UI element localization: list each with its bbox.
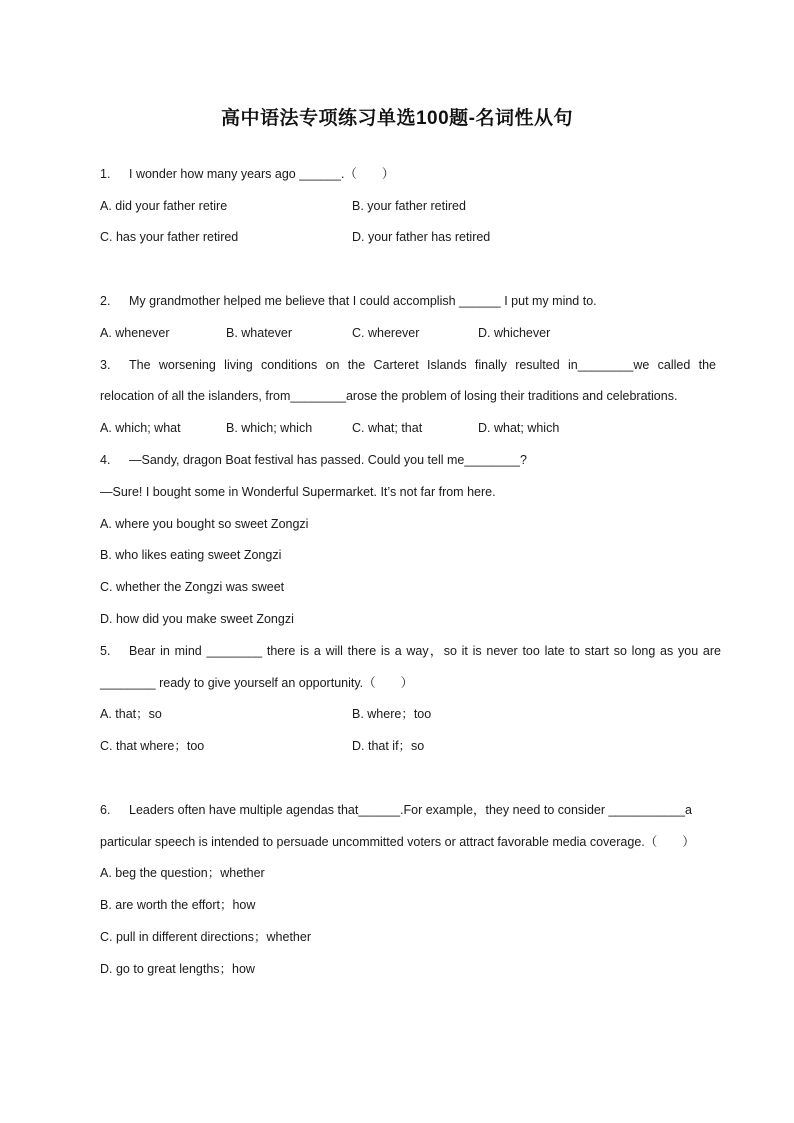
question-2-stem <box>100 293 597 309</box>
question-number: 3. <box>100 358 111 372</box>
question-text: I wonder how many years ago ______.（ ） <box>129 167 395 181</box>
question-text: —Sandy, dragon Boat festival has passed. Could you tell me________? <box>129 453 527 467</box>
question-3-option-b: B. which; which <box>226 421 313 435</box>
question-2-option-b: B. whatever <box>226 326 293 340</box>
question-number: 6. <box>100 803 111 817</box>
question-number: 5. <box>100 644 111 658</box>
question-4-option-a: A. where you bought so sweet Zongzi <box>100 517 309 531</box>
question-5-option-a: A. that；so <box>100 707 162 721</box>
question-5-option-c: C. that where；too <box>100 739 205 753</box>
question-1-option-d: D. your father has retired <box>352 230 491 244</box>
question-3-option-a: A. which; what <box>100 421 181 435</box>
question-6-option-b: B. are worth the effort；how <box>100 898 256 912</box>
question-3-stem-continued: relocation of all the islanders, from________arose the problem of losing their traditions and celebrations. <box>100 389 678 403</box>
question-5-option-b: B. where；too <box>352 707 432 721</box>
question-6-stem <box>100 802 692 818</box>
question-text: Bear in mind ________ there is a will there is a way，so it is never too late to start so long as you are <box>129 644 721 658</box>
question-4-option-c: C. whether the Zongzi was sweet <box>100 580 285 594</box>
question-6-stem-continued: particular speech is intended to persuade uncommitted voters or attract favorable media coverage.（ ） <box>100 835 695 849</box>
question-1-option-c: C. has your father retired <box>100 230 239 244</box>
question-6-option-c: C. pull in different directions；whether <box>100 930 311 944</box>
question-1-stem <box>100 166 394 182</box>
question-4-stem-continued: —Sure! I bought some in Wonderful Supermarket. It’s not far from here. <box>100 485 496 499</box>
question-5-stem-continued: ________ ready to give yourself an opportunity.（ ） <box>100 676 414 690</box>
question-3-stem <box>100 357 716 373</box>
question-text: Leaders often have multiple agendas that______.For example，they need to consider ___________a <box>129 803 692 817</box>
question-5-option-d: D. that if；so <box>352 739 425 753</box>
question-2-option-c: C. wherever <box>352 326 420 340</box>
question-2-option-a: A. whenever <box>100 326 170 340</box>
question-3-option-c: C. what; that <box>352 421 423 435</box>
question-3-option-d: D. what; which <box>478 421 560 435</box>
question-number: 1. <box>100 167 111 181</box>
question-4-stem <box>100 452 527 468</box>
question-1-option-a: A. did your father retire <box>100 199 228 213</box>
question-text: My grandmother helped me believe that I could accomplish ______ I put my mind to. <box>129 294 597 308</box>
question-number: 4. <box>100 453 111 467</box>
question-text: The worsening living conditions on the Carteret Islands finally resulted in________we called the <box>129 358 716 372</box>
question-number: 2. <box>100 294 111 308</box>
question-4-option-b: B. who likes eating sweet Zongzi <box>100 548 282 562</box>
page-title: 高中语法专项练习单选100题-名词性从句 <box>220 108 574 129</box>
question-5-stem <box>100 643 721 659</box>
question-6-option-d: D. go to great lengths；how <box>100 962 255 976</box>
question-2-option-d: D. whichever <box>478 326 551 340</box>
question-1-option-b: B. your father retired <box>352 199 466 213</box>
question-6-option-a: A. beg the question；whether <box>100 866 265 880</box>
question-4-option-d: D. how did you make sweet Zongzi <box>100 612 294 626</box>
